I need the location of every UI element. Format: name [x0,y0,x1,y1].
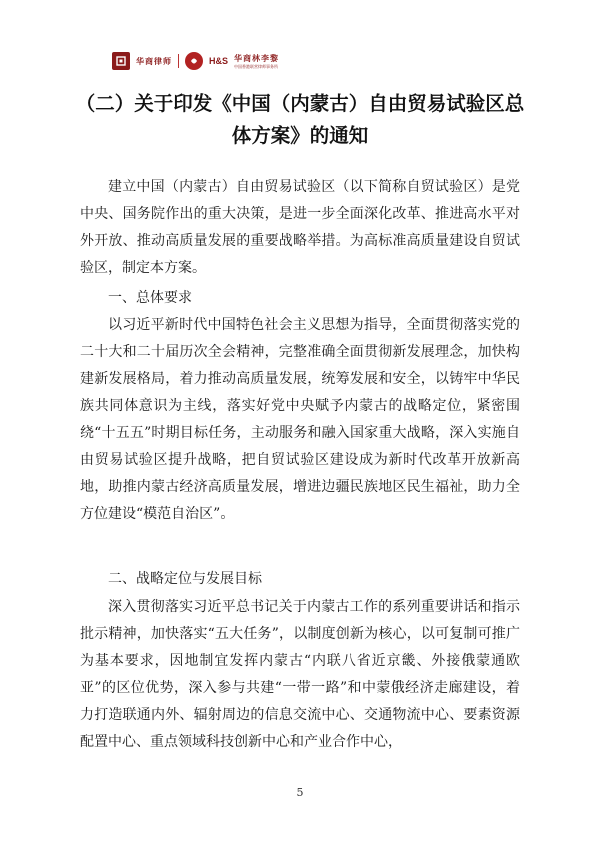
section1-paragraph: 以习近平新时代中国特色社会主义思想为指导，全面贯彻落实党的二十大和二十届历次全会精神，完整准确全面贯彻新发展理念，加快构建新发展格局，着力推动高质量发展，统筹发展和安全，以铸牢中华民族共同体意识为主线，落实好党中央赋予内蒙古的战略定位，紧密围绕“十五五”时期目标任务，主动服务和融入国家重大战略，深入实施自由贸易试验区提升战略，把自贸试验区建设成为新时代改革开放新高地，助推内蒙古经济高质量发展，增进边疆民族地区民生福祉，助力全方位建设“模范自治区”。 [80,317,520,522]
title-line-2: 体方案》的通知 [231,124,369,147]
document-title [60,88,540,152]
section1-heading: 一、总体要求 [108,290,192,306]
logo-right-block [234,53,279,69]
title-line-1: （二）关于印发《中国（内蒙古）自由贸易试验区总 [75,92,525,115]
hs-circle-icon [185,52,203,70]
logo-hs: H&S [209,56,229,66]
logo-right-text: 华商林李黎 [234,53,280,63]
section2-paragraph: 深入贯彻落实习近平总书记关于内蒙古工作的系列重要讲话和指示批示精神，加快落实“五大任务”，以制度创新为核心，以可复制可推广为基本要求，因地制宜发挥内蒙古“内联八省近京畿、外接俄蒙通欧亚”的区位优势，深入参与共建“一带一路”和中蒙俄经济走廊建设，着力打造联通内外、辐射周边的信息交流中心、交通物流中心、要素资源配置中心、重点领域科技创新中心和产业合作中心， [80,599,520,750]
section2-heading: 二、战略定位与发展目标 [108,571,262,587]
logo-right-sub: 中国香港联营律师事务所 [234,64,279,69]
intro-paragraph: 建立中国（内蒙古）自由贸易试验区（以下简称自贸试验区）是党中央、国务院作出的重大决策，是进一步全面深化改革、推进高水平对外开放、推动高质量发展的重要战略举措。为高标准高质量建设自贸试验区，制定本方案。 [80,179,520,276]
logo-divider [178,54,179,68]
firm-seal-icon [112,52,130,70]
page-number: 5 [296,786,304,799]
logo-left-text: 华商律师 [136,55,172,66]
header-logo [112,50,279,72]
